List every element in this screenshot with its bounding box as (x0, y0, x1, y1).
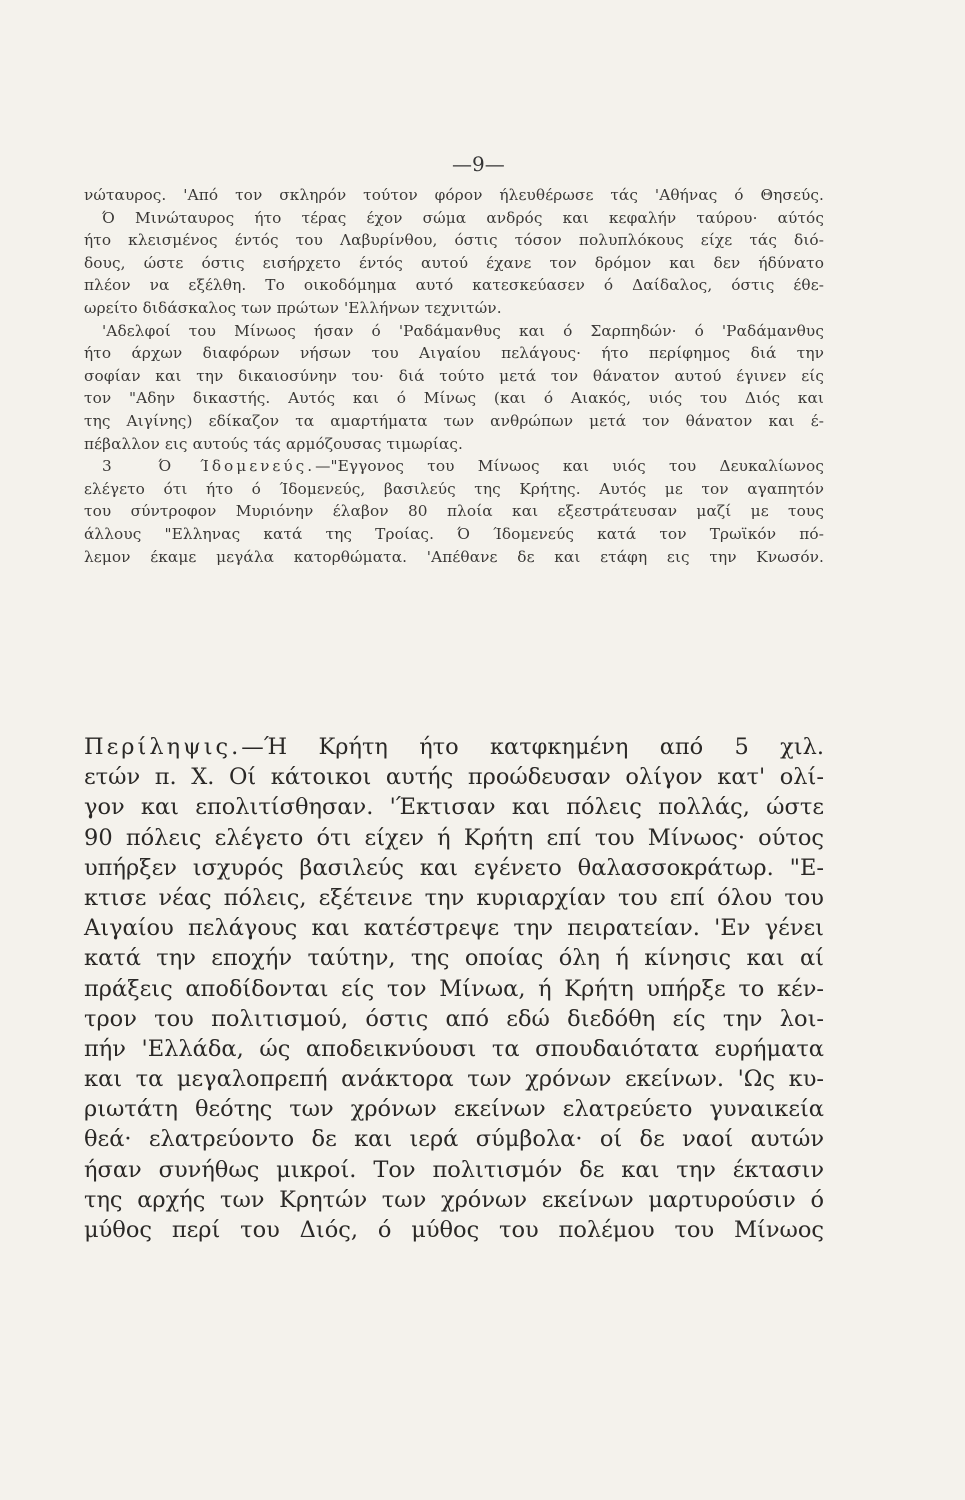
summary-text (84, 732, 824, 1245)
text-line: τρον του πολιτισμού, όστις από εδώ διεδόθη είς την λοι- (84, 1005, 824, 1032)
text-line: μύθος περί του Διός, ό μύθος του πολέμου του Μίνωος (84, 1217, 824, 1243)
text-line: λεμον έκαμε μεγάλα κατορθώματα. 'Απέθανε δε και ετάφη εις την Κνωσόν. (84, 547, 824, 566)
text-line: 'Αδελφοί του Μίνωος ήσαν ό 'Ραδάμανθυς και ό Σαρπηδών· ό 'Ραδάμανθυς (102, 321, 824, 340)
text-line: πράξεις αποδίδονται είς τον Μίνωα, ή Κρήτη υπήρξε το κέν- (84, 975, 824, 1002)
text-line: νώταυρος. 'Από τον σκληρόν τούτον φόρον ήλευθέρωσε τάς 'Αθήνας ό Θησεύς. (84, 186, 824, 204)
text-line: σοφίαν και την δικαιοσύνην του· διά τούτο μετά τον θάνατον αυτού έγινεν είς (84, 366, 824, 385)
text-line: ελέγετο ότι ήτο ό Ίδομενεύς, βασιλεύς της Κρήτης. Αυτός με τον αγαπητόν (84, 479, 824, 498)
text-line: πήν 'Ελλάδα, ώς αποδεικνύουσι τα σπουδαιότατα ευρήματα (84, 1035, 824, 1062)
text-line: θεά· ελατρεύοντο δε και ιερά σύμβολα· οί δε ναοί αυτών (84, 1126, 824, 1153)
text-line: ετών π. Χ. Οί κάτοικοι αυτής προώδευσαν ολίγον κατ' ολί- (84, 764, 824, 791)
text-line: κατά την εποχήν ταύτην, της οποίας όλη ή κίνησις και αί (84, 945, 824, 972)
text-line: ήσαν συνήθως μικροί. Τον πολιτισμόν δε και την έκτασιν (84, 1156, 824, 1183)
page-number: —9— (452, 152, 505, 176)
text-line: τον "Αδην δικαστής. Αυτός και ό Μίνως (και ό Αιακός, υιός του Διός και (84, 389, 824, 408)
text-line: δους, ώστε όστις εισήρχετο έντός αυτού έχανε τον δρόμον και δεν ήδύνατο (84, 253, 824, 272)
text-line: Αιγαίου πελάγους και κατέστρεψε την πειρατείαν. 'Εν γένει (84, 915, 824, 942)
text-span: —"Εγγονος του Μίνωος και υιός του Δευκαλίωνος (315, 457, 825, 476)
text-line: ριωτάτη θεότης των χρόνων εκείνων ελατρεύετο γυναικεία (84, 1096, 824, 1123)
text-line: υπήρξεν ισχυρός βασιλεύς και εγένετο θαλασσοκράτωρ. "Ε- (84, 854, 824, 881)
text-line: ήτο άρχων διαφόρων νήσων του Αιγαίου πελάγους· ήτο περίφημος διά την (84, 344, 824, 363)
text-line: 90 πόλεις ελέγετο ότι είχεν ή Κρήτη επί του Μίνωος· ούτος (84, 824, 824, 851)
text-line: της αρχής των Κρητών των χρόνων εκείνων μαρτυρούσιν ό (84, 1186, 824, 1213)
text-line: Ό Μινώταυρος ήτο τέρας έχον σώμα ανδρός και κεφαλήν ταύρου· αύτός (102, 208, 824, 227)
text-line: πέβαλλον εις αυτούς τάς αρμόζουσας τιμωρίας. (84, 434, 464, 453)
section-number: 3 (102, 457, 112, 476)
small-print-text (84, 184, 824, 568)
text-line: ήτο κλεισμένος έντός του Λαβυρίνθου, όστις τόσον πολυπλόκους είχε τάς διό- (84, 231, 824, 250)
text-line: της Αιγίνης) εδίκαζον τα αμαρτήματα των ανθρώπων μετά τον θάνατον και έ- (84, 411, 824, 430)
summary-heading-line (84, 732, 824, 762)
text-line: γον και επολιτίσθησαν. 'Έκτισαν και πόλεις πολλάς, ώστε (84, 794, 824, 821)
text-line: του σύντροφον Μυριόνην έλαβον 80 πλοία και εξεστράτευσαν μαζί με τους (84, 502, 824, 521)
idomeneus-label: Ό Ίδομενεύς. (158, 457, 316, 476)
text-line: ωρείτο διδάσκαλος των πρώτων 'Ελλήνων τεχνιτών. (84, 298, 502, 317)
text-span: —Ή Κρήτη ήτο κατφκημένη από 5 χιλ. (241, 734, 824, 760)
text-line: άλλους "Ελληνας κατά της Τροίας. Ό Ίδομενεύς κατά τον Τρωϊκόν πό- (84, 524, 824, 543)
summary-label: Περίληψις. (84, 734, 242, 760)
text-line: πλέον να εξέλθη. Το οικοδόμημα αυτό κατεσκεύασεν ό Δαίδαλος, όστις έθε- (84, 276, 824, 295)
text-line: και τα μεγαλοπρεπή ανάκτορα των χρόνων εκείνων. 'Ως κυ- (84, 1066, 824, 1093)
idomeneus-heading-line (84, 455, 824, 478)
text-line: κτισε νέας πόλεις, εξέτεινε την κυριαρχίαν του επί όλου του (84, 884, 824, 911)
